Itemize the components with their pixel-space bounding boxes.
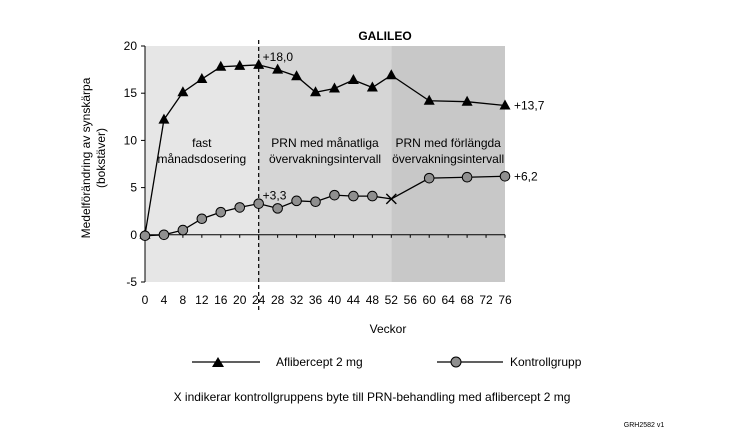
circle-marker	[500, 171, 510, 181]
x-tick-label: 68	[460, 293, 474, 307]
y-tick-label: -5	[126, 275, 137, 289]
x-tick-label: 76	[498, 293, 512, 307]
legend-label-kontrollgrupp: Kontrollgrupp	[510, 355, 582, 369]
value-annotation-2: +3,3	[262, 188, 287, 203]
y-tick-label: 0	[130, 227, 137, 242]
legend-item-aflibercept	[192, 355, 363, 369]
circle-marker	[349, 191, 359, 201]
chart-title: GALILEO	[358, 29, 412, 43]
value-annotation-1: +18,0	[262, 49, 294, 64]
x-axis-title: Veckor	[369, 322, 407, 336]
legend	[192, 355, 582, 369]
circle-marker	[216, 207, 226, 217]
y-axis-title-line-2: (bokstäver)	[94, 127, 108, 189]
y-tick-label: 20	[123, 39, 137, 53]
x-tick-label: 52	[384, 293, 398, 307]
value-annotation-4: +6,2	[514, 169, 538, 184]
circle-marker	[178, 225, 188, 235]
x-tick-label: 48	[365, 293, 380, 307]
figure-code: GRH2582 v1	[623, 422, 665, 429]
y-tick-label: 10	[123, 133, 137, 148]
phase-label-1-line-2: månadsdosering	[157, 152, 247, 166]
x-tick-label: 44	[346, 293, 361, 307]
phase-label-1-line-1: fast	[192, 136, 212, 150]
y-tick-label: 5	[130, 180, 137, 195]
x-tick-label: 72	[479, 293, 493, 307]
phase-label-2-line-1: PRN med månatliga	[271, 136, 379, 150]
circle-marker	[330, 190, 340, 200]
circle-marker	[462, 172, 472, 182]
phase-label-2-line-2: övervakningsintervall	[268, 152, 382, 166]
circle-marker	[273, 204, 283, 214]
circle-marker	[159, 230, 169, 240]
x-tick-label: 60	[422, 293, 436, 307]
phase-label-3-line-2: övervakningsintervall	[392, 152, 505, 166]
x-tick-label: 32	[289, 293, 304, 307]
x-tick-label: 16	[214, 293, 228, 307]
legend-label-aflibercept: Aflibercept 2 mg	[276, 355, 363, 369]
x-tick-label: 20	[233, 293, 247, 307]
legend-circle-marker	[451, 357, 461, 367]
value-annotation-3: +13,7	[514, 98, 545, 113]
circle-marker	[368, 191, 378, 201]
y-tick-label: 15	[123, 86, 137, 101]
circle-marker	[235, 203, 245, 213]
y-axis-title	[79, 77, 108, 238]
x-tick-label: 40	[327, 293, 342, 307]
x-tick-label: 24	[252, 293, 266, 307]
phase-label-3-line-1: PRN med förlängda	[395, 136, 501, 150]
x-tick-label: 36	[308, 293, 323, 307]
footnote: X indikerar kontrollgruppens byte till PRN-behandling med aflibercept 2 mg	[173, 390, 571, 404]
x-tick-label: 0	[141, 293, 149, 307]
legend-item-kontrollgrupp	[437, 355, 582, 369]
x-tick-label: 64	[441, 293, 455, 307]
x-tick-label: 12	[195, 293, 209, 307]
x-tick-label: 56	[403, 293, 417, 307]
x-tick-label: 8	[179, 293, 187, 307]
circle-marker	[197, 214, 207, 224]
y-axis-title-line-1: Medelförändring av synskärpa	[79, 77, 93, 239]
circle-marker	[140, 231, 150, 241]
x-tick-label: 4	[160, 293, 168, 307]
x-tick-label: 28	[270, 293, 285, 307]
circle-marker	[424, 173, 434, 183]
circle-marker	[292, 196, 302, 206]
circle-marker	[311, 197, 321, 207]
